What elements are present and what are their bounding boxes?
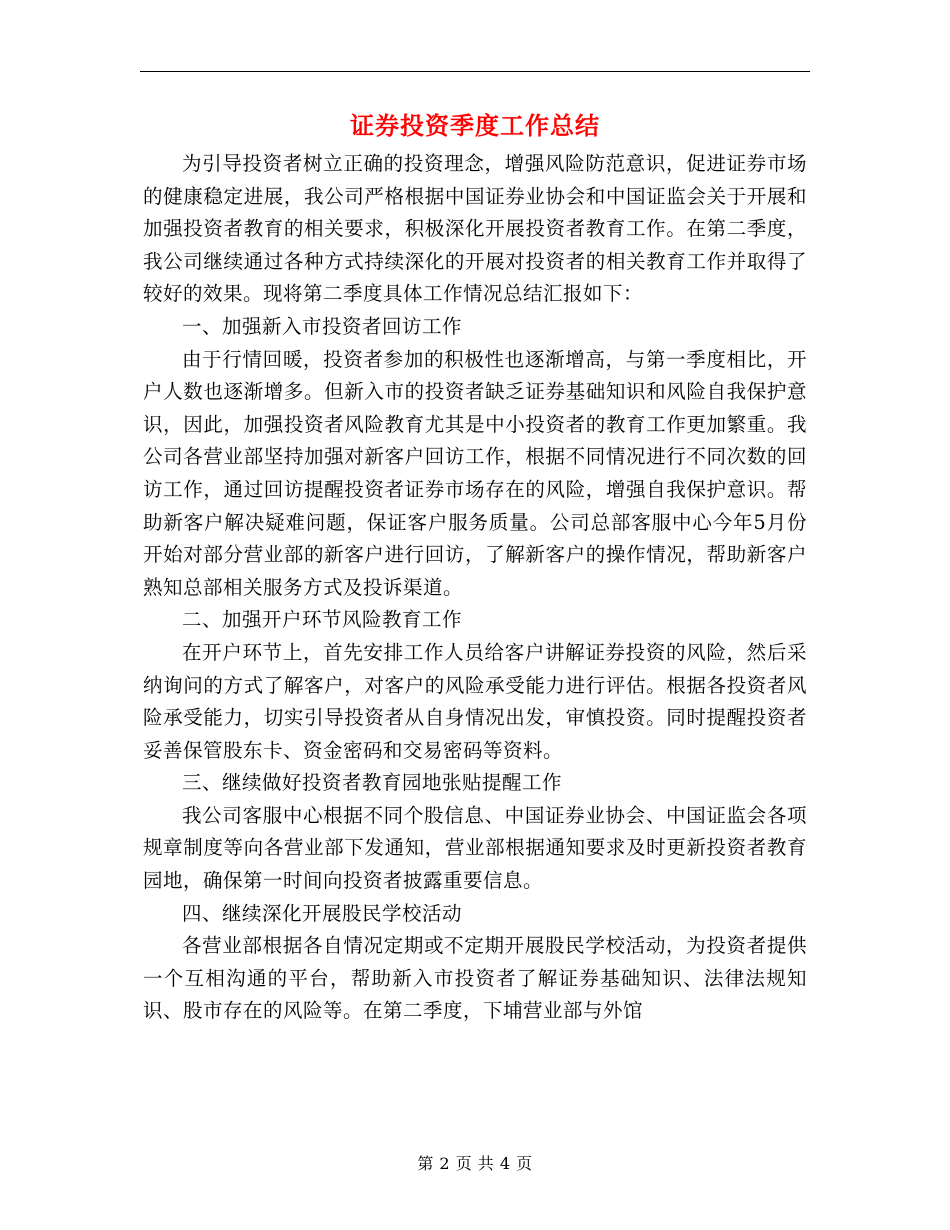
section-heading-4: 四、继续深化开展股民学校活动 [182, 901, 463, 925]
section-2-paragraph: 在开户环节上，首先安排工作人员给客户讲解证券投资的风险，然后采纳询问的方式了解客户，对客户的风险承受能力进行评估。根据各投资者风险承受能力，切实引导投资者从自身情况出发，审慎投资。同时提醒投资者妥善保管股东卡、资金密码和交易密码等资料。 [143, 640, 807, 762]
document-body [143, 148, 807, 1028]
section-heading-2: 二、加强开户环节风险教育工作 [182, 608, 463, 632]
section-3-paragraph: 我公司客服中心根据不同个股信息、中国证券业协会、中国证监会各项规章制度等向各营业部下发通知，营业部根据通知要求及时更新投资者教育园地，确保第一时间向投资者披露重要信息。 [143, 803, 807, 893]
section-4-paragraph: 各营业部根据各自情况定期或不定期开展股民学校活动，为投资者提供一个互相沟通的平台，帮助新入市投资者了解证券基础知识、法律法规知识、股市存在的风险等。在第二季度，下埔营业部与外馆 [143, 934, 807, 1023]
section-1-paragraph: 由于行情回暖，投资者参加的积极性也逐渐增高，与第一季度相比，开户人数也逐渐增多。但新入市的投资者缺乏证券基础知识和风险自我保护意识，因此，加强投资者风险教育尤其是中小投资者的教育工作更加繁重。我公司各营业部坚持加强对新客户回访工作，根据不同情况进行不同次数的回访工作，通过回访提醒投资者证券市场存在的风险，增强自我保护意识。帮助新客户解决疑难问题，保证客户服务质量。公司总部客服中心今年5月份开始对部分营业部的新客户进行回访，了解新客户的操作情况，帮助新客户熟知总部相关服务方式及投诉渠道。 [143, 347, 807, 599]
header-rule [140, 71, 810, 72]
section-heading-3: 三、继续做好投资者教育园地张贴提醒工作 [182, 771, 563, 795]
intro-paragraph: 为引导投资者树立正确的投资理念，增强风险防范意识，促进证券市场的健康稳定进展，我公司严格根据中国证券业协会和中国证监会关于开展和加强投资者教育的相关要求，积极深化开展投资者教育工作。在第二季度，我公司继续通过各种方式持续深化的开展对投资者的相关教育工作并取得了较好的效果。现将第二季度具体工作情况总结汇报如下： [143, 152, 807, 306]
page-number-footer: 第 2 页 共 4 页 [417, 1154, 533, 1173]
document-title: 证券投资季度工作总结 [350, 111, 600, 140]
section-heading-1: 一、加强新入市投资者回访工作 [182, 314, 463, 338]
